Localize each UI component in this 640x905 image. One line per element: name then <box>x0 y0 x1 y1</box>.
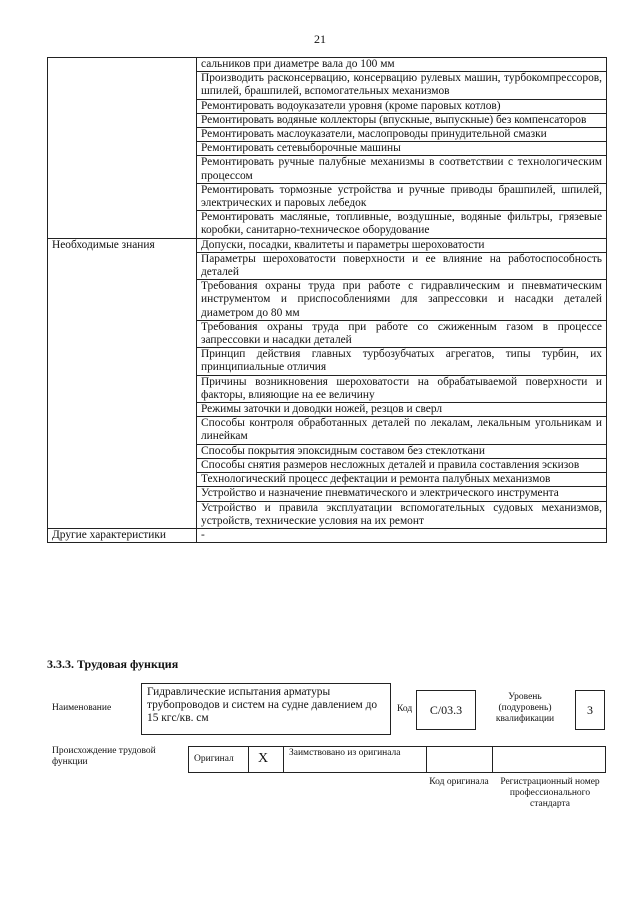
name-label: Наименование <box>52 703 112 713</box>
row-category-label: Другие характеристики <box>48 528 197 542</box>
borrowed-label: Заимствовано из оригинала <box>289 748 401 758</box>
row-text: Ремонтировать водяные коллекторы (впускные, выпускные) без компенсаторов <box>197 113 607 127</box>
page-number: 21 <box>314 32 326 46</box>
origin-divider-3 <box>426 746 427 773</box>
row-text: Способы контроля обработанных деталей по лекалам, лекальным угольникам и линейкам <box>197 417 607 444</box>
row-text: Требования охраны труда при работе с гидравлическим и пневматическим инструментом и приспособлениями для запрессовки и насадки деталей диаметром до 80 мм <box>197 280 607 321</box>
code-label: Код <box>397 704 413 714</box>
reg-number-caption: Регистрационный номер профессионального стандарта <box>500 777 600 809</box>
row-category-label: Необходимые знания <box>48 238 197 528</box>
row-text: Ремонтировать маслоуказатели, маслопроводы принудительной смазки <box>197 128 607 142</box>
row-text: Устройство и правила эксплуатации вспомогательных судовых механизмов, устройств, технические условия на их ремонт <box>197 501 607 528</box>
row-text: Причины возникновения шероховатости на обрабатываемой поверхности и факторы, влияющие на ее величину <box>197 375 607 402</box>
row-text: Устройство и назначение пневматического и электрического инструмента <box>197 487 607 501</box>
level-label: Уровень (подуровень) квалификации <box>495 692 555 724</box>
row-text: Ремонтировать ручные палубные механизмы в соответствии с технологическим процессом <box>197 156 607 183</box>
row-text: Производить расконсервацию, консервацию рулевых машин, турбокомпрессоров, шпилей, брашпилей, вспомогательных механизмов <box>197 72 607 99</box>
competency-table <box>47 57 607 543</box>
row-text: Способы снятия размеров несложных деталей и правила составления эскизов <box>197 458 607 472</box>
table-row <box>48 238 607 252</box>
row-text: Ремонтировать водоуказатели уровня (кроме паровых котлов) <box>197 99 607 113</box>
row-text: Ремонтировать тормозные устройства и ручные приводы брашпилей, шпилей, электрических и паровых лебедок <box>197 183 607 210</box>
table-row <box>48 528 607 542</box>
function-name-value: Гидравлические испытания арматуры трубопроводов и систем на судне давлением до 15 кгс/кв. см <box>147 686 378 725</box>
code-value: С/03.3 <box>429 702 463 717</box>
row-text: Параметры шероховатости поверхности и ее влияние на работоспособность деталей <box>197 252 607 279</box>
table-row <box>48 58 607 72</box>
level-value: 3 <box>587 702 593 717</box>
code-box <box>416 690 476 730</box>
row-text: Принцип действия главных турбозубчатых агрегатов, типы турбин, их принципиальные отличия <box>197 348 607 375</box>
code-original-caption: Код оригинала <box>429 777 489 787</box>
row-text: Способы покрытия эпоксидным составом без стеклоткани <box>197 444 607 458</box>
row-text: сальников при диаметре вала до 100 мм <box>197 58 607 72</box>
row-text: - <box>197 528 607 542</box>
row-text: Ремонтировать сетевыборочные машины <box>197 142 607 156</box>
section-title: 3.3.3. Трудовая функция <box>47 657 179 671</box>
original-label: Оригинал <box>194 754 234 764</box>
row-text: Технологический процесс дефектации и ремонта палубных механизмов <box>197 473 607 487</box>
row-category-label <box>48 58 197 239</box>
origin-divider-4 <box>492 746 493 773</box>
original-mark: X <box>258 751 269 766</box>
row-text: Требования охраны труда при работе со сжиженным газом в процессе запрессовки и насадки деталей <box>197 320 607 347</box>
origin-divider-1 <box>248 746 249 773</box>
origin-label: Происхождение трудовой функции <box>52 746 156 767</box>
row-text: Допуски, посадки, квалитеты и параметры шероховатости <box>197 238 607 252</box>
level-box <box>575 690 605 730</box>
row-text: Ремонтировать масляные, топливные, воздушные, водяные фильтры, грязевые коробки, санитарно-техническое оборудование <box>197 211 607 238</box>
function-name-box <box>141 683 391 735</box>
row-text: Режимы заточки и доводки ножей, резцов и сверл <box>197 403 607 417</box>
origin-divider-2 <box>283 746 284 773</box>
